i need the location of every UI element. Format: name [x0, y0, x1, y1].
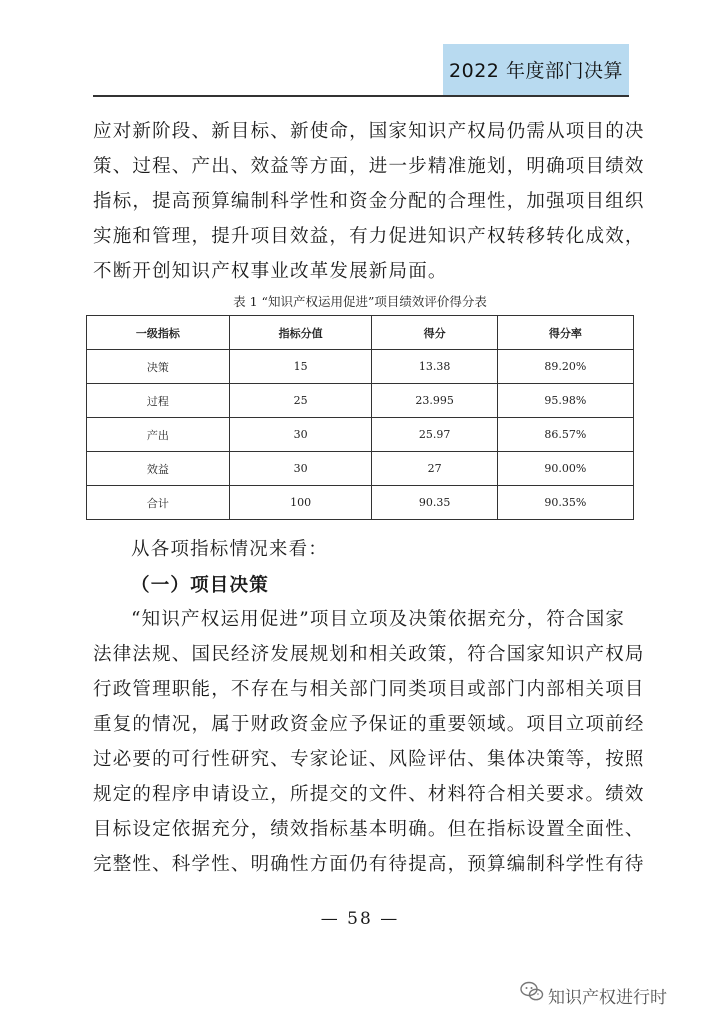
table-caption: 表 1 “知识产权运用促进”项目绩效评价得分表 [233, 294, 487, 309]
section-line: 过必要的可行性研究、专家论证、风险评估、集体决策等，按照 [93, 749, 645, 770]
header-cell: 一级指标 [87, 316, 230, 350]
cell-rate: 89.20% [497, 350, 633, 384]
cell-rate: 90.00% [497, 452, 633, 486]
cell-weight: 25 [229, 384, 372, 418]
header-cell: 得分率 [497, 316, 633, 350]
section-heading: （一）项目决策 [131, 575, 269, 596]
page-number: — 58 — [320, 909, 400, 929]
section-line: 法律法规、国民经济发展规划和相关政策，符合国家知识产权局 [93, 644, 645, 665]
table-header-row [87, 316, 634, 350]
table-row [87, 418, 634, 452]
header-title: 2022 年度部门决算 [449, 60, 623, 82]
cell-score: 23.995 [372, 384, 497, 418]
intro-line: 策、过程、产出、效益等方面，进一步精准施划，明确项目绩效 [93, 156, 645, 177]
table-row [87, 350, 634, 384]
section-line: 完整性、科学性、明确性方面仍有待提高，预算编制科学性有待 [93, 854, 645, 875]
table-row [87, 452, 634, 486]
header-rule [93, 95, 629, 97]
cell-indicator: 产出 [87, 418, 230, 452]
intro-line: 指标，提高预算编制科学性和资金分配的合理性，加强项目组织 [93, 191, 645, 212]
cell-score: 25.97 [372, 418, 497, 452]
cell-weight: 15 [229, 350, 372, 384]
overview-line: 从各项指标情况来看： [131, 539, 329, 560]
watermark-text: 知识产权进行时 [548, 988, 667, 1008]
cell-weight: 30 [229, 452, 372, 486]
cell-rate: 95.98% [497, 384, 633, 418]
cell-score: 27 [372, 452, 497, 486]
cell-weight: 100 [229, 486, 372, 520]
cell-indicator: 决策 [87, 350, 230, 384]
intro-line: 实施和管理，提升项目效益，有力促进知识产权转移转化成效， [93, 226, 645, 247]
intro-line: 不断开创知识产权事业改革发展新局面。 [93, 261, 448, 282]
section-line: 规定的程序申请设立，所提交的文件、材料符合相关要求。绩效 [93, 784, 645, 805]
section-line: 目标设定依据充分，绩效指标基本明确。但在指标设置全面性、 [93, 819, 645, 840]
cell-score: 90.35 [372, 486, 497, 520]
section-line: “知识产权运用促进”项目立项及决策依据充分，符合国家 [131, 609, 626, 630]
cell-indicator: 过程 [87, 384, 230, 418]
cell-indicator: 效益 [87, 452, 230, 486]
section-line: 行政管理职能，不存在与相关部门同类项目或部门内部相关项目 [93, 679, 645, 700]
header-cell: 得分 [372, 316, 497, 350]
header-cell: 指标分值 [229, 316, 372, 350]
section-line: 重复的情况，属于财政资金应予保证的重要领域。项目立项前经 [93, 714, 645, 735]
cell-rate: 86.57% [497, 418, 633, 452]
score-table [86, 315, 634, 520]
cell-score: 13.38 [372, 350, 497, 384]
table-row-total [87, 486, 634, 520]
cell-indicator: 合计 [87, 486, 230, 520]
wechat-icon [520, 981, 544, 1003]
cell-rate: 90.35% [497, 486, 633, 520]
table-row [87, 384, 634, 418]
cell-weight: 30 [229, 418, 372, 452]
intro-line: 应对新阶段、新目标、新使命，国家知识产权局仍需从项目的决 [93, 121, 645, 142]
